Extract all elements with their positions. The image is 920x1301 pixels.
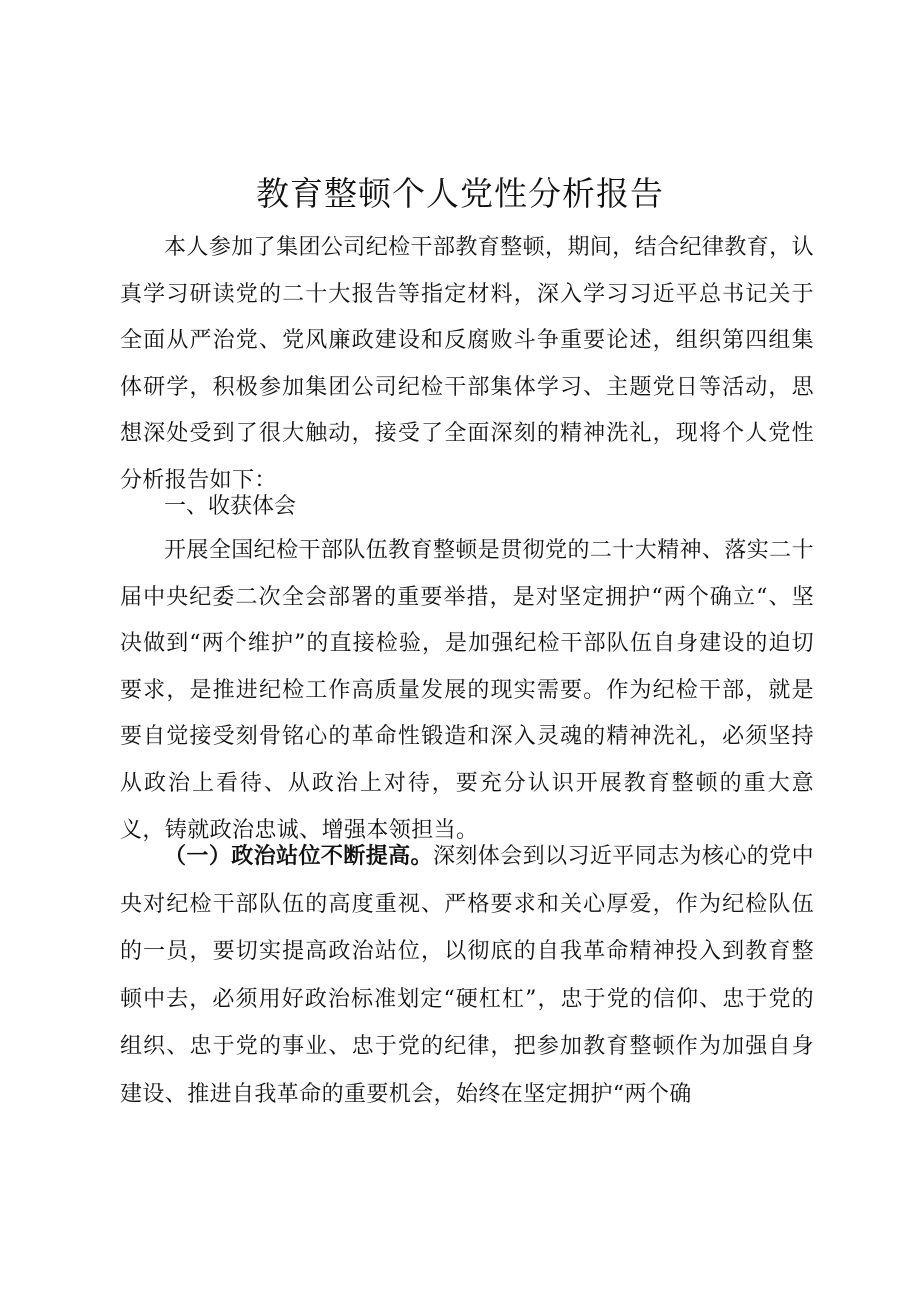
- subsection-paragraph: [120, 833, 814, 1118]
- section-heading: 一、收获体会: [164, 494, 297, 519]
- subsection-body: 深刻体会到以习近平同志为核心的党中央对纪检干部队伍的高度重视、严格要求和关心厚爱，作为纪检队伍的一员，要切实提高政治站位，以彻底的自我革命精神投入到教育整顿中去，必须用好政治标准划定“硬杠杠”，忠于党的信仰、忠于党的组织、忠于党的事业、忠于党的纪律，把参加教育整顿作为加强自身建设、推进自我革命的重要机会，始终在坚定拥护“两个确: [120, 844, 814, 1107]
- subsection-lead: （一）政治站位不断提高。: [164, 844, 433, 869]
- section-paragraph: 开展全国纪检干部队伍教育整顿是贯彻党的二十大精神、落实二十届中央纪委二次全会部署的重要举措，是对坚定拥护“两个确立“、坚决做到“两个维护”的直接检验，是加强纪检干部队伍自身建设的迫切要求，是推进纪检工作高质量发展的现实需要。作为纪检干部，就是要自觉接受刻骨铭心的革命性锻造和深入灵魂的精神洗礼，必须坚持从政治上看待、从政治上对待，要充分认识开展教育整顿的重大意义，铸就政治忠诚、增强本领担当。: [120, 538, 814, 843]
- document-title: 教育整顿个人党性分析报告: [256, 174, 664, 213]
- intro-paragraph: 本人参加了集团公司纪检干部教育整顿，期间，结合纪律教育，认真学习研读党的二十大报告等指定材料，深入学习习近平总书记关于全面从严治党、党风廉政建设和反腐败斗争重要论述，组织第四组集体研学，积极参加集团公司纪检干部集体学习、主题党日等活动，思想深处受到了很大触动，接受了全面深刻的精神洗礼，现将个人党性分析报告如下：: [120, 235, 814, 493]
